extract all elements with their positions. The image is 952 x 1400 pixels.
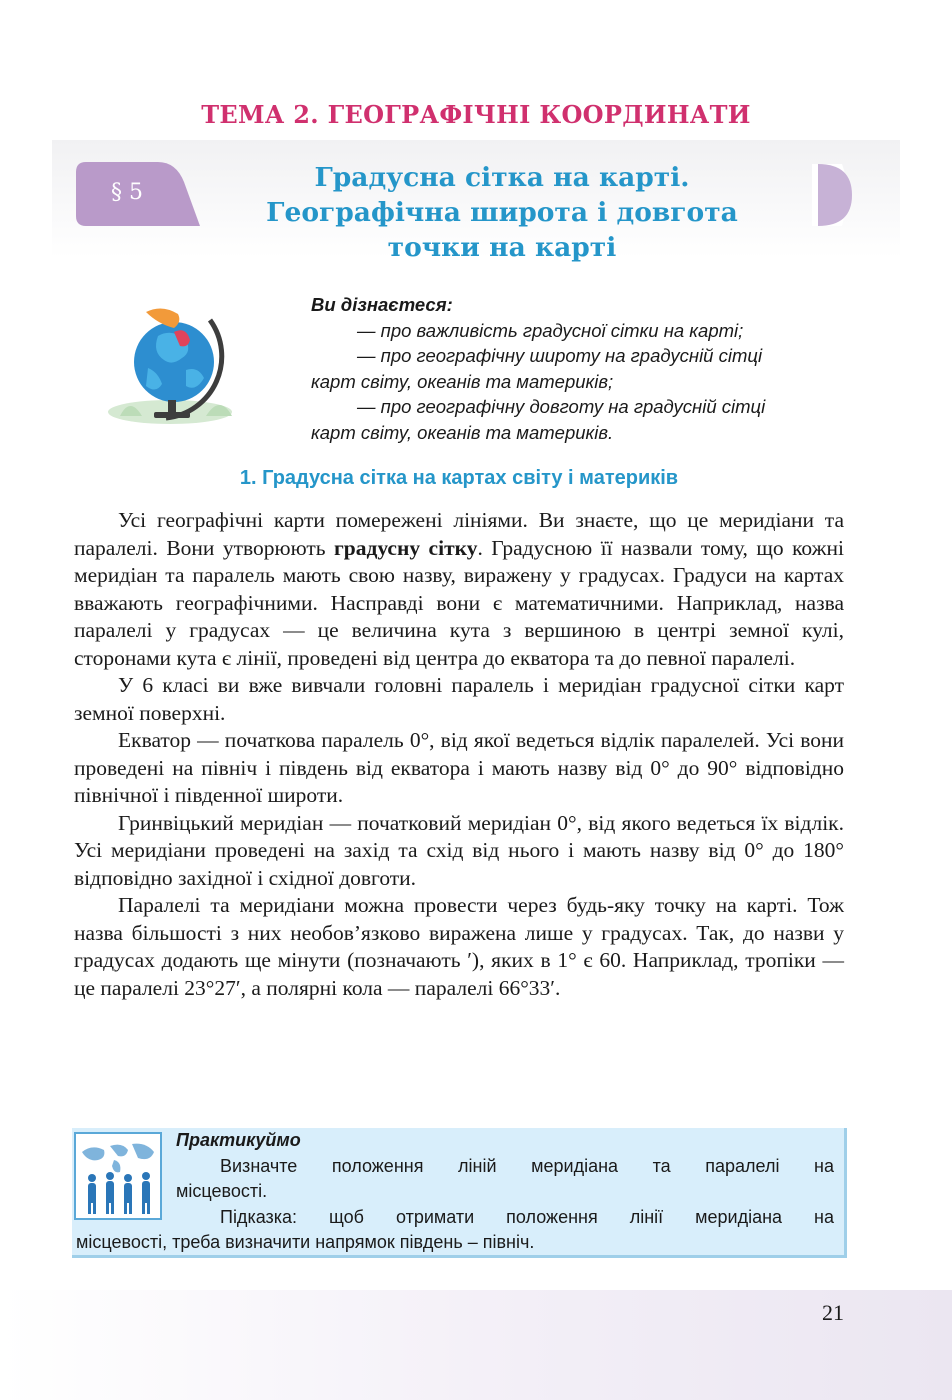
paragraph-label: § 5 [111,180,143,205]
learning-goals-heading: Ви дізнаєтеся: [311,294,453,315]
learning-goal-continuation: карт світу, океанів та материків; [311,370,614,392]
lesson-title-line3: точки на карті [387,232,617,263]
learning-goal-item: — про географічну довготу на градусній сітці [357,396,766,417]
practice-heading: Практикуймо [176,1130,301,1150]
learning-goal-item: — про географічну широту на градусній сітці [357,345,763,366]
body-text-span: . Градусною її назвали тому, що кожні меридіан та паралель мають свою назву, виражену у градусах. Градуси на картах вважають географічними. Насправді вони є математичними. Наприклад, назва паралелі у градусах — це величина кута з вершиною в центрі земної кулі, сторонами кута є лінії, проведені від центра до екватора та до певної паралелі. [74,535,844,670]
learning-goal-continuation: карт світу, океанів та материків. [311,421,614,443]
lesson-banner [52,140,900,263]
practice-box [72,1128,847,1258]
body-text-span: Усі географічні карти помережені лініями. Ви знаєте, що це меридіани та паралелі. Вони утворюють [74,508,844,560]
body-paragraph-2: У 6 класі ви вже вивчали головні паралель і меридіан градусної сітки карт земної поверхні. [74,673,844,725]
footer-band [0,1290,952,1400]
lesson-title-line1: Градусна сітка на карті. [314,162,690,193]
section-heading: 1. Градусна сітка на картах світу і материків [239,467,679,489]
learning-goals [311,292,841,445]
lesson-title-line2: Географічна широта і довгота [266,197,738,228]
body-text [74,507,844,1002]
key-term: градусну сітку [334,535,478,560]
body-paragraph-4: Гринвіцький меридіан — початковий меридіан 0°, від якого ведеться їх відлік. Усі меридіани проведені на захід та схід від нього і мають назву від 0° до 180° відповідно західної і східної довготи. [74,810,844,890]
learning-goal-item: — про важливість градусної сітки на карті; [357,319,744,341]
lesson-title [182,160,822,265]
practice-hint-continuation: місцевості, треба визначити напрямок південь – північ. [76,1232,535,1252]
practice-hint: Підказка: щоб отримати положення лінії меридіана на [220,1206,834,1227]
practice-text [72,1128,834,1256]
practice-task: Визначте положення ліній меридіана та паралелі на [220,1155,834,1176]
body-paragraph-3: Екватор — початкова паралель 0°, від якої ведеться відлік паралелей. Усі вони проведені на північ і південь від екватора і мають назву від 0° до 90° відповідно північної і південної широти. [74,728,844,807]
topic-title: ТЕМА 2. ГЕОГРАФІЧНІ КООРДИНАТИ [201,100,751,129]
body-paragraph-1 [74,507,844,672]
body-paragraph-5: Паралелі та меридіани можна провести через будь-яку точку на карті. Тож назва більшості з них необов’язково виражена лише у градусах. Так, до назви у градусах додають ще мінути (позначають ′), яких в 1° є 60. Наприклад, тропіки — це паралелі 23°27′, а полярні кола — паралелі 66°33′. [74,893,844,1000]
globe-illustration [100,300,250,435]
practice-task-continuation: місцевості. [176,1181,268,1201]
page-number: 21 [822,1300,844,1325]
